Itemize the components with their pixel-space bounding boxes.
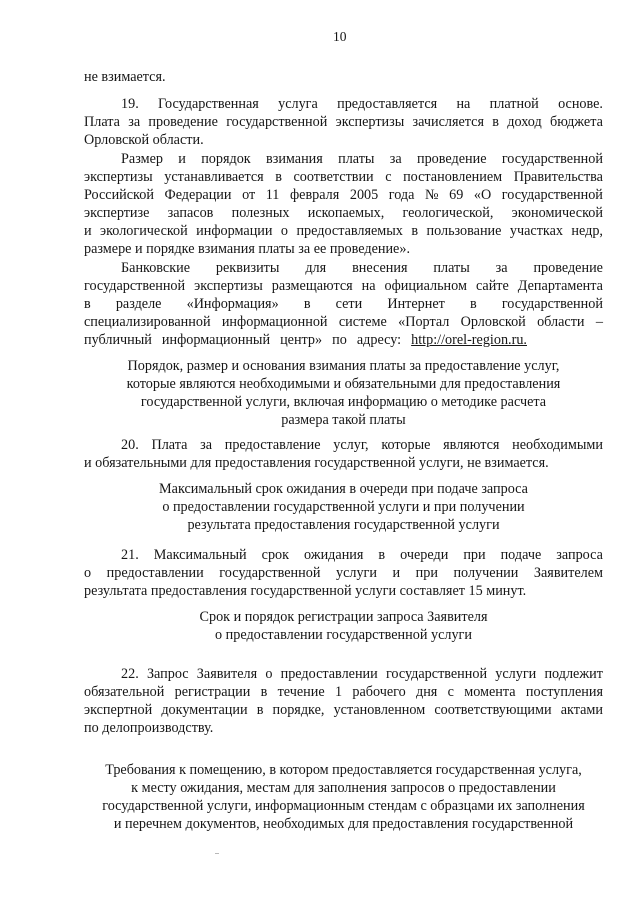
- heading-line: к месту ожидания, местам для заполнения запросов о предоставлении: [131, 780, 556, 796]
- paragraph-line: не взимается.: [84, 69, 166, 85]
- heading-line: о предоставлении государственной услуги: [215, 627, 472, 643]
- page-number: 10: [333, 29, 347, 44]
- website-link[interactable]: http://orel-region.ru.: [411, 332, 527, 348]
- paragraph-line: экспертизе запасов полезных ископаемых, геологической, экономической: [84, 205, 603, 221]
- paragraph-line: государственной экспертизы размещаются на официальном сайте Департамента: [84, 278, 603, 294]
- heading-line: государственной услуги, информационным стендам с образцами их заполнения: [102, 798, 585, 814]
- heading-line: которые являются необходимыми и обязательными для предоставления: [126, 376, 561, 392]
- paragraph-line: Плата за проведение государственной экспертизы зачисляется в доход бюджета: [84, 114, 603, 130]
- paragraph-line: обязательной регистрации в течение 1 рабочего дня с момента поступления: [84, 684, 603, 700]
- paragraph-line: экспертизы устанавливается в соответствии с постановлением Правительства: [84, 169, 603, 185]
- scan-mark: [215, 853, 219, 854]
- paragraph-line: 21. Максимальный срок ожидания в очереди при подаче запроса: [121, 547, 603, 563]
- paragraph-line: и обязательными для предоставления государственной услуги, не взимается.: [84, 455, 549, 471]
- paragraph-line: специализированной информационной системе «Портал Орловской области –: [84, 314, 603, 330]
- heading-line: Срок и порядок регистрации запроса Заявителя: [199, 609, 488, 625]
- paragraph-line: и экологической информации о предоставляемых в пользование участках недр,: [84, 223, 603, 239]
- heading-line: и перечнем документов, необходимых для предоставления государственной: [113, 816, 574, 832]
- heading-line: Требования к помещению, в котором предоставляется государственная услуга,: [105, 762, 582, 778]
- paragraph-line: Российской Федерации от 11 февраля 2005 года № 69 «О государственной: [84, 187, 603, 203]
- heading-line: результата предоставления государственной услуги: [187, 517, 500, 533]
- heading-line: государственной услуги, включая информацию о методике расчета: [140, 394, 547, 410]
- paragraph-line: 22. Запрос Заявителя о предоставлении государственной услуги подлежит: [121, 666, 603, 682]
- paragraph-line: 20. Плата за предоставление услуг, которые являются необходимыми: [121, 437, 603, 453]
- paragraph-line: по делопроизводству.: [84, 720, 214, 736]
- paragraph-line: результата предоставления государственной услуги составляет 15 минут.: [84, 583, 527, 599]
- paragraph-line: Банковские реквизиты для внесения платы за проведение: [121, 260, 603, 276]
- paragraph-line: Орловской области.: [84, 132, 204, 148]
- heading-line: размера такой платы: [281, 412, 406, 428]
- paragraph-line: 19. Государственная услуга предоставляется на платной основе.: [121, 96, 603, 112]
- heading-line: Максимальный срок ожидания в очереди при подаче запроса: [159, 481, 528, 497]
- paragraph-line: экспертной документации в порядке, установленном соответствующими актами: [84, 702, 603, 718]
- heading-line: о предоставлении государственной услуги и при получении: [162, 499, 525, 515]
- paragraph-line: размере и порядке взимания платы за ее проведение».: [84, 241, 410, 257]
- paragraph-line: Размер и порядок взимания платы за проведение государственной: [121, 151, 603, 167]
- paragraph-line: в разделе «Информация» в сети Интернет в государственной: [84, 296, 603, 312]
- heading-line: Порядок, размер и основания взимания платы за предоставление услуг,: [127, 358, 560, 374]
- paragraph-line: о предоставлении государственной услуги и при получении Заявителем: [84, 565, 603, 581]
- paragraph-line: публичный информационный центр» по адресу: http://orel-region.ru.: [84, 332, 527, 348]
